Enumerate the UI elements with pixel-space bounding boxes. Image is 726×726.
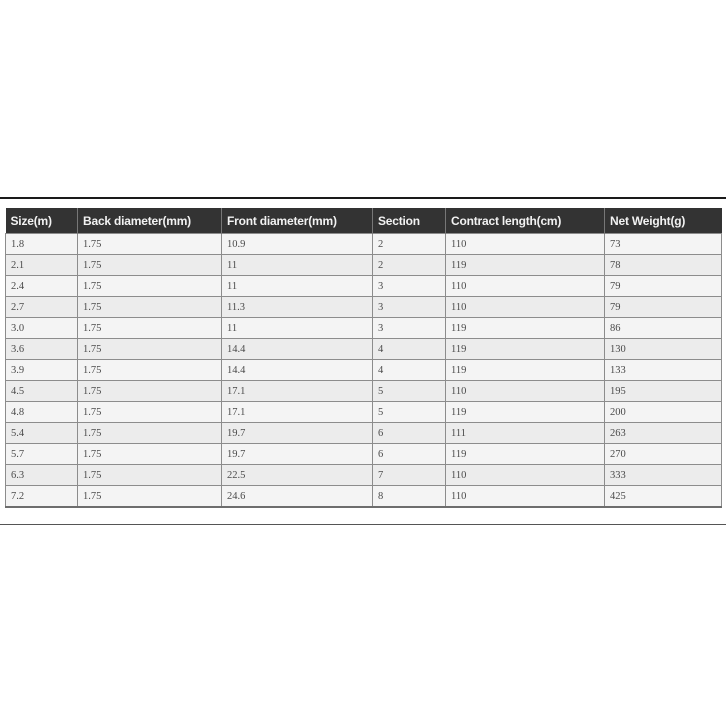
header-size: Size(m) bbox=[6, 208, 78, 234]
cell-contract-length: 119 bbox=[446, 318, 605, 339]
cell-size: 2.7 bbox=[6, 297, 78, 318]
cell-size: 5.4 bbox=[6, 423, 78, 444]
table-row bbox=[6, 486, 722, 508]
cell-net-weight: 79 bbox=[605, 297, 722, 318]
cell-back-diameter: 1.75 bbox=[78, 318, 222, 339]
cell-size: 3.6 bbox=[6, 339, 78, 360]
cell-size: 3.9 bbox=[6, 360, 78, 381]
cell-contract-length: 119 bbox=[446, 360, 605, 381]
cell-net-weight: 130 bbox=[605, 339, 722, 360]
cell-front-diameter: 11 bbox=[222, 318, 373, 339]
table-row bbox=[6, 255, 722, 276]
cell-size: 1.8 bbox=[6, 234, 78, 255]
cell-back-diameter: 1.75 bbox=[78, 360, 222, 381]
cell-contract-length: 119 bbox=[446, 444, 605, 465]
cell-net-weight: 133 bbox=[605, 360, 722, 381]
header-row bbox=[6, 208, 722, 234]
cell-back-diameter: 1.75 bbox=[78, 402, 222, 423]
cell-front-diameter: 10.9 bbox=[222, 234, 373, 255]
cell-front-diameter: 17.1 bbox=[222, 381, 373, 402]
cell-front-diameter: 11.3 bbox=[222, 297, 373, 318]
cell-front-diameter: 14.4 bbox=[222, 360, 373, 381]
cell-front-diameter: 19.7 bbox=[222, 423, 373, 444]
cell-section: 6 bbox=[373, 423, 446, 444]
header-back-diameter: Back diameter(mm) bbox=[78, 208, 222, 234]
table-row bbox=[6, 234, 722, 255]
cell-front-diameter: 11 bbox=[222, 255, 373, 276]
cell-size: 3.0 bbox=[6, 318, 78, 339]
cell-back-diameter: 1.75 bbox=[78, 381, 222, 402]
cell-net-weight: 333 bbox=[605, 465, 722, 486]
cell-front-diameter: 24.6 bbox=[222, 486, 373, 508]
cell-size: 2.4 bbox=[6, 276, 78, 297]
spec-table-container bbox=[5, 208, 721, 508]
cell-back-diameter: 1.75 bbox=[78, 255, 222, 276]
table-row bbox=[6, 381, 722, 402]
cell-section: 4 bbox=[373, 360, 446, 381]
cell-net-weight: 79 bbox=[605, 276, 722, 297]
cell-contract-length: 110 bbox=[446, 297, 605, 318]
spec-table bbox=[5, 208, 722, 508]
cell-section: 3 bbox=[373, 318, 446, 339]
cell-net-weight: 263 bbox=[605, 423, 722, 444]
cell-front-diameter: 22.5 bbox=[222, 465, 373, 486]
cell-front-diameter: 17.1 bbox=[222, 402, 373, 423]
table-row bbox=[6, 423, 722, 444]
cell-net-weight: 195 bbox=[605, 381, 722, 402]
cell-size: 2.1 bbox=[6, 255, 78, 276]
cell-section: 4 bbox=[373, 339, 446, 360]
table-row bbox=[6, 339, 722, 360]
cell-contract-length: 119 bbox=[446, 255, 605, 276]
cell-net-weight: 425 bbox=[605, 486, 722, 508]
top-rule bbox=[0, 197, 726, 199]
bottom-rule bbox=[0, 524, 726, 525]
cell-size: 5.7 bbox=[6, 444, 78, 465]
table-row bbox=[6, 465, 722, 486]
table-row bbox=[6, 402, 722, 423]
table-row bbox=[6, 444, 722, 465]
header-front-diameter: Front diameter(mm) bbox=[222, 208, 373, 234]
cell-section: 5 bbox=[373, 381, 446, 402]
cell-back-diameter: 1.75 bbox=[78, 423, 222, 444]
spec-table-header bbox=[6, 208, 722, 234]
cell-net-weight: 200 bbox=[605, 402, 722, 423]
cell-back-diameter: 1.75 bbox=[78, 276, 222, 297]
cell-section: 3 bbox=[373, 276, 446, 297]
cell-contract-length: 119 bbox=[446, 402, 605, 423]
header-contract-length: Contract length(cm) bbox=[446, 208, 605, 234]
cell-section: 5 bbox=[373, 402, 446, 423]
header-section: Section bbox=[373, 208, 446, 234]
cell-net-weight: 270 bbox=[605, 444, 722, 465]
cell-front-diameter: 11 bbox=[222, 276, 373, 297]
cell-front-diameter: 19.7 bbox=[222, 444, 373, 465]
cell-net-weight: 73 bbox=[605, 234, 722, 255]
cell-size: 4.5 bbox=[6, 381, 78, 402]
spec-table-body bbox=[6, 234, 722, 508]
cell-section: 6 bbox=[373, 444, 446, 465]
table-row bbox=[6, 360, 722, 381]
header-net-weight: Net Weight(g) bbox=[605, 208, 722, 234]
cell-back-diameter: 1.75 bbox=[78, 297, 222, 318]
cell-contract-length: 110 bbox=[446, 276, 605, 297]
cell-contract-length: 119 bbox=[446, 339, 605, 360]
cell-contract-length: 111 bbox=[446, 423, 605, 444]
cell-size: 4.8 bbox=[6, 402, 78, 423]
cell-section: 8 bbox=[373, 486, 446, 508]
cell-contract-length: 110 bbox=[446, 234, 605, 255]
cell-net-weight: 86 bbox=[605, 318, 722, 339]
table-row bbox=[6, 318, 722, 339]
cell-size: 7.2 bbox=[6, 486, 78, 508]
cell-contract-length: 110 bbox=[446, 381, 605, 402]
cell-back-diameter: 1.75 bbox=[78, 444, 222, 465]
table-row bbox=[6, 276, 722, 297]
cell-back-diameter: 1.75 bbox=[78, 465, 222, 486]
cell-front-diameter: 14.4 bbox=[222, 339, 373, 360]
cell-size: 6.3 bbox=[6, 465, 78, 486]
cell-section: 2 bbox=[373, 234, 446, 255]
cell-section: 2 bbox=[373, 255, 446, 276]
cell-back-diameter: 1.75 bbox=[78, 339, 222, 360]
cell-section: 3 bbox=[373, 297, 446, 318]
cell-back-diameter: 1.75 bbox=[78, 486, 222, 508]
cell-net-weight: 78 bbox=[605, 255, 722, 276]
table-row bbox=[6, 297, 722, 318]
cell-back-diameter: 1.75 bbox=[78, 234, 222, 255]
cell-contract-length: 110 bbox=[446, 486, 605, 508]
cell-section: 7 bbox=[373, 465, 446, 486]
cell-contract-length: 110 bbox=[446, 465, 605, 486]
